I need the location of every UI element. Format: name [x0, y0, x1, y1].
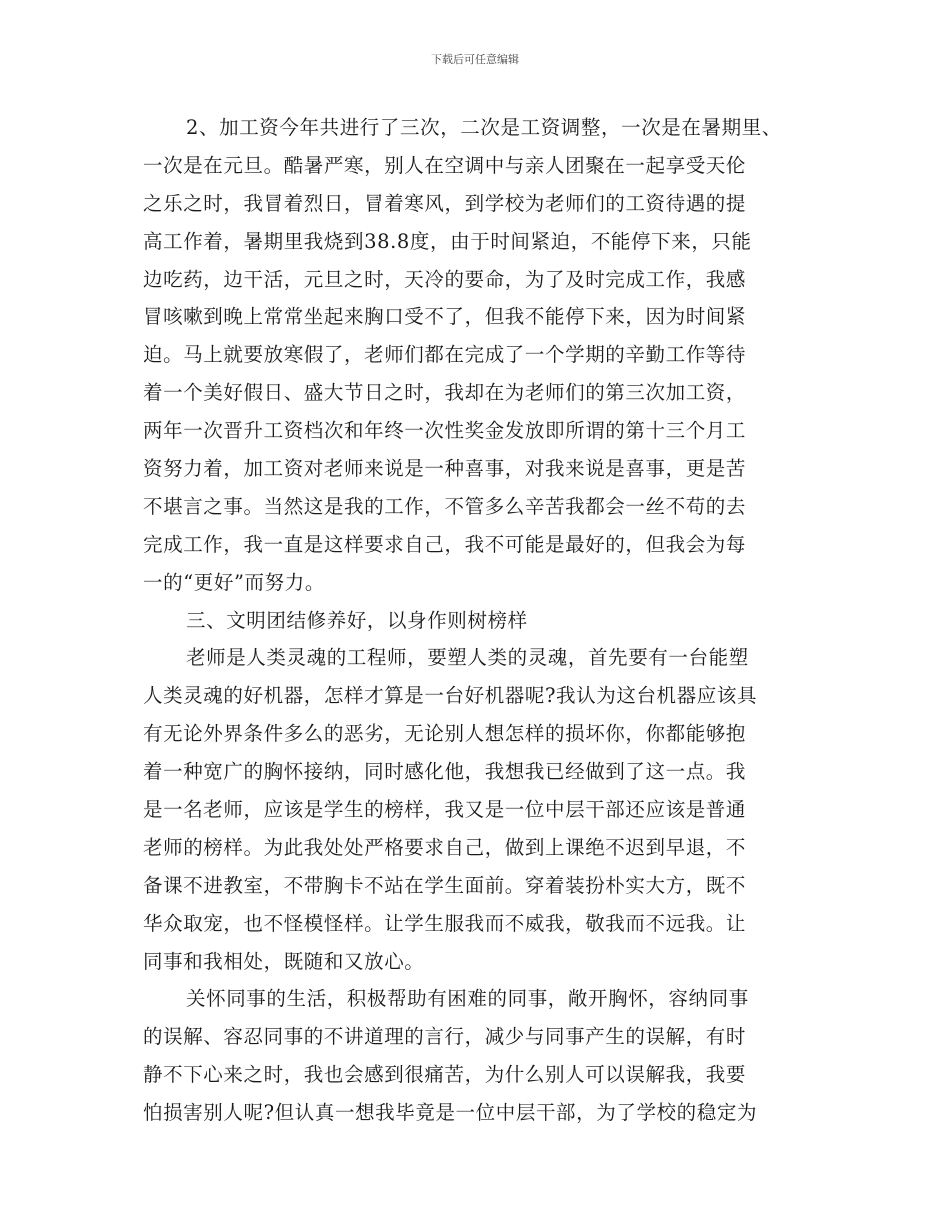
text-line: 静不下心来之时，我也会感到很痛苦，为什么别人可以误解我，我要 — [143, 1063, 747, 1087]
text-line: 华众取宠，也不怪模怪样。让学生服我而不威我，敬我而不远我。让 — [143, 911, 747, 935]
text-line: 着一种宽广的胸怀接纳，同时感化他，我想我已经做到了这一点。我 — [143, 760, 747, 784]
text-line: 冒咳嗽到晚上常常坐起来胸口受不了，但我不能停下来，因为时间紧 — [143, 305, 747, 329]
text-line: 备课不进教室，不带胸卡不站在学生面前。穿着装扮朴实大方，既不 — [143, 873, 747, 897]
text-line: 边吃药，边干活，元旦之时，天冷的要命，为了及时完成工作，我感 — [143, 267, 747, 291]
text-line: 有无论外界条件多么的恶劣，无论别人想怎样的损坏你，你都能够抱 — [143, 722, 747, 746]
text-line: 关怀同事的生活，积极帮助有困难的同事，敞开胸怀，容纳同事 — [186, 987, 749, 1011]
text-line: 老师的榜样。为此我处处严格要求自己，做到上课绝不迟到早退，不 — [143, 835, 747, 859]
text-line: 同事和我相处，既随和又放心。 — [143, 949, 425, 973]
text-line: 不堪言之事。当然这是我的工作，不管多么辛苦我都会一丝不苟的去 — [143, 494, 747, 518]
text-line: 迫。马上就要放寒假了，老师们都在完成了一个学期的辛勤工作等待 — [143, 343, 747, 367]
text-line: 老师是人类灵魂的工程师，要塑人类的灵魂，首先要有一台能塑 — [186, 646, 749, 670]
text-line: 怕损害别人呢?但认真一想我毕竟是一位中层干部，为了学校的稳定为 — [143, 1101, 758, 1125]
text-line: 之乐之时，我冒着烈日，冒着寒风，到学校为老师们的工资待遇的提 — [143, 191, 747, 215]
text-line: 人类灵魂的好机器，怎样才算是一台好机器呢?我认为这台机器应该具 — [143, 684, 758, 708]
page-header: 下载后可任意编辑 — [431, 53, 519, 66]
text-line: 一的“更好”而努力。 — [143, 570, 325, 594]
text-line: 是一名老师，应该是学生的榜样，我又是一位中层干部还应该是普通 — [143, 798, 747, 822]
document-body — [143, 109, 813, 1132]
text-line: 完成工作，我一直是这样要求自己，我不可能是最好的，但我会为每 — [143, 532, 747, 556]
text-line: 两年一次晋升工资档次和年终一次性奖金发放即所谓的第十三个月工 — [143, 419, 747, 443]
text-line: 2、加工资今年共进行了三次，二次是工资调整，一次是在暑期里、 — [186, 116, 782, 139]
text-line: 高工作着，暑期里我烧到38.8度，由于时间紧迫，不能停下来，只能 — [143, 229, 752, 253]
text-line: 三、文明团结修养好，以身作则树榜样 — [186, 608, 528, 632]
text-line: 一次是在元旦。酷暑严寒，别人在空调中与亲人团聚在一起享受天伦 — [143, 153, 747, 177]
text-line: 的误解、容忍同事的不讲道理的言行，减少与同事产生的误解，有时 — [143, 1025, 747, 1049]
text-line: 着一个美好假日、盛大节日之时，我却在为老师们的第三次加工资， — [143, 381, 747, 405]
text-line: 资努力着，加工资对老师来说是一种喜事，对我来说是喜事，更是苦 — [143, 457, 747, 481]
